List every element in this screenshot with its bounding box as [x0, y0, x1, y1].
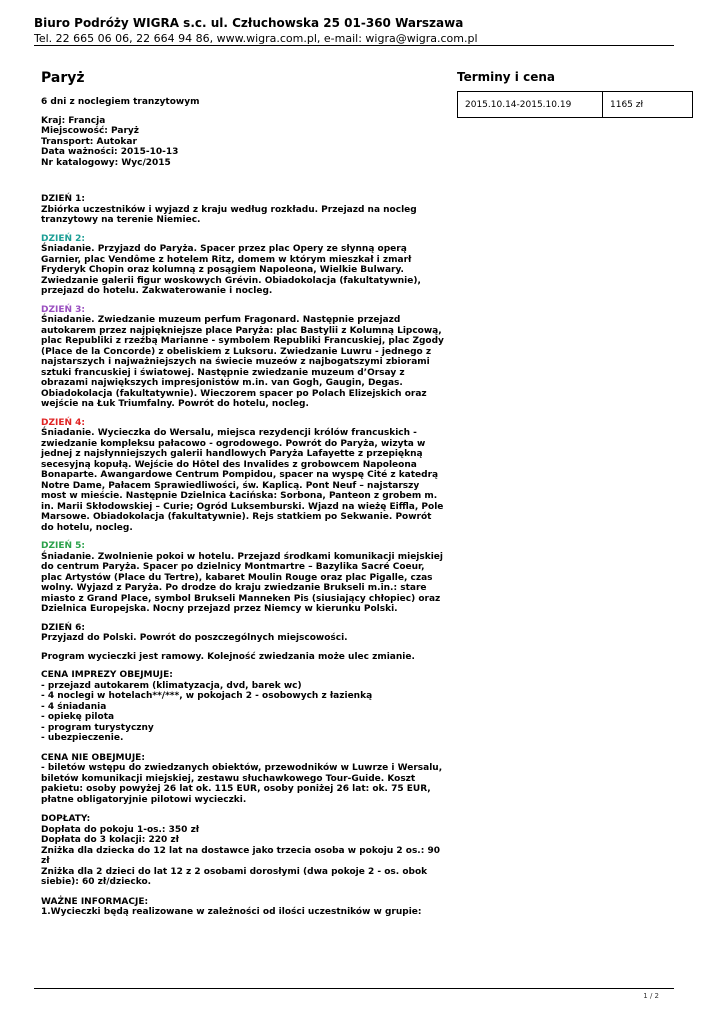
day-6 — [41, 623, 446, 644]
price-includes — [41, 670, 446, 744]
list-item: - przejazd autokarem (klimatyzacja, dvd, barek wc) — [41, 680, 302, 691]
trip-title: Paryż — [41, 70, 85, 86]
day-label: DZIEŃ 3: — [41, 304, 86, 315]
info-destination: Miejscowość: Paryż — [41, 126, 139, 136]
day-1 — [41, 194, 446, 226]
terms-panel — [457, 70, 693, 118]
term-dates: 2015.10.14-2015.10.19 — [458, 92, 603, 118]
day-label: DZIEŃ 4: — [41, 417, 86, 428]
trip-info — [41, 116, 446, 169]
day-label: DZIEŃ 1: — [41, 194, 86, 204]
list-item: 1.Wycieczki będą realizowane w zależności od ilości uczestników w grupie: — [41, 907, 422, 917]
section-text: - biletów wstępu do zwiedzanych obiektów, przewodników w Luwrze i Wersalu, biletów komunikacji miejskiej, zestawu słuchawkowego Tour-Guide. Koszt pakietu: osoby powyżej 26 lat ok. 115 EUR, osoby poniżej 26 lat: ok. 75 EUR, płatne obligatoryjnie pilotowi wycieczki. — [41, 763, 443, 805]
day-4 — [41, 418, 446, 534]
section-heading: CENA IMPREZY OBEJMUJE: — [41, 670, 173, 680]
day-2 — [41, 234, 446, 297]
list-item: - ubezpieczenie. — [41, 733, 124, 743]
day-text: Śniadanie. Zwolnienie pokoi w hotelu. Przejazd środkami komunikacji miejskiej do centrum Paryża. Spacer po dzielnicy Montmartre – Bazylika Sacré Coeur, plac Artystów (Place du Tertre), kabaret Moulin Rouge oraz plac Pigalle, czas wolny. Wyjazd z Paryża. Po drodze do kraju zwiedzanie Brukseli m.in.: stare miasto z Grand Place, symbol Brukseli Manneken Pis (siusiający chłopiec) oraz Dzielnica Europejska. Nocny przejazd przez Niemcy w kierunku Polski. — [41, 551, 443, 614]
list-item: Dopłata do 3 kolacji: 220 zł — [41, 835, 179, 845]
terms-heading: Terminy i cena — [457, 70, 555, 84]
day-5 — [41, 541, 446, 615]
day-text: Śniadanie. Wycieczka do Wersalu, miejsca rezydencji królów francuskich - zwiedzanie kompleksu pałacowo - ogrodowego. Powrót do Paryża, wizyta w jednej z najsłynniejszych galerii handlowych Paryża Lafayette z przepiękną secesyjną kopułą. Wejście do Hôtel des Invalides z grobowcem Napoleona Bonaparte. Awangardowe Centrum Pompidou, spacer na wyspę Cité z katedrą Notre Dame, Pałacem Sprawiedliwości, św. Kaplicą. Pont Neuf – najstarszy most w mieście. Następnie Dzielnica Łacińska: Sorbona, Panteon z grobem m. in. Marii Skłodowskiej – Curie; Ogród Luksemburski. Wjazd na wieżę Eiffla, Pole Marsowe. Obiadokolacja (fakultatywnie). Rejs statkiem po Sekwanie. Powrót do hotelu, nocleg. — [41, 428, 444, 533]
section-heading: CENA NIE OBEJMUJE: — [41, 752, 145, 763]
day-3 — [41, 305, 446, 410]
terms-table — [457, 91, 693, 118]
list-item: - 4 śniadania — [41, 701, 107, 712]
list-item: - 4 noclegi w hotelach**/***, w pokojach 2 - osobowych z łazienką — [41, 691, 373, 701]
info-transport: Transport: Autokar — [41, 136, 137, 147]
program-note: Program wycieczki jest ramowy. Kolejność zwiedzania może ulec zmianie. — [41, 651, 415, 662]
day-label: DZIEŃ 6: — [41, 622, 86, 633]
table-row — [458, 92, 693, 118]
page-number: 1 / 2 — [643, 992, 659, 1000]
day-text: Śniadanie. Zwiedzanie muzeum perfum Fragonard. Następnie przejazd autokarem przez najpiękniejsze place Paryża: plac Bastylii z Kolumną Lipcową, plac Republiki z rzeźbą Marianne - symbolem Republiki Francuskiej, plac Zgody (Place de la Concorde) z obeliskiem z Luksoru. Zwiedzanie Luwru - jednego z najstarszych i najważniejszych na świecie muzeów z najbogatszymi zbiorami sztuki francuskiej i światowej. Następnie zwiedzanie muzeum d’Orsay z obrazami największych impresjonistów m.in. van Gogh, Gaugin, Degas. Obiadokolacja (fakultatywnie). Wieczorem spacer po Polach Elizejskich oraz wejście na Łuk Triumfalny. Powrót do hotelu, nocleg. — [41, 315, 444, 409]
term-price: 1165 zł — [603, 92, 693, 118]
day-label: DZIEŃ 5: — [41, 541, 86, 551]
important-info — [41, 897, 446, 918]
info-country: Kraj: Francja — [41, 115, 106, 126]
day-text: Śniadanie. Przyjazd do Paryża. Spacer przez plac Opery ze słynną operą Garnier, plac Vendôme z hotelem Ritz, domem w którym mieszkał i zmarł Fryderyk Chopin oraz kolumną z posągiem Napoleona, Wielkie Bulwary. Zwiedzanie galerii figur woskowych Grévin. Obiadokolacja (fakultatywnie), przejazd do hotelu. Zakwaterowanie i nocleg. — [41, 244, 421, 296]
list-item: - program turystyczny — [41, 722, 154, 733]
footer-divider — [34, 988, 674, 989]
company-line: Biuro Podróży WIGRA s.c. ul. Człuchowska 25 01-360 Warszawa — [34, 16, 464, 30]
surcharges — [41, 814, 446, 888]
header-divider — [34, 45, 674, 46]
info-catalog-number: Nr katalogowy: Wyc/2015 — [41, 157, 171, 168]
contact-line: Tel. 22 665 06 06, 22 664 94 86, www.wigra.com.pl, e-mail: wigra@wigra.com.pl — [34, 32, 478, 45]
document-header — [34, 16, 674, 46]
trip-description — [41, 70, 446, 927]
info-valid-date: Data ważności: 2015-10-13 — [41, 147, 179, 157]
section-heading: DOPŁATY: — [41, 814, 91, 824]
day-text: Przyjazd do Polski. Powrót do poszczególnych miejscowości. — [41, 633, 348, 643]
list-item: - opiekę pilota — [41, 712, 115, 722]
list-item: Zniżka dla dziecka do 12 lat na dostawce jako trzecia osoba w pokoju 2 os.: 90 zł — [41, 845, 440, 866]
trip-subtitle: 6 dni z noclegiem tranzytowym — [41, 97, 200, 107]
day-text: Zbiórka uczestników i wyjazd z kraju według rozkładu. Przejazd na nocleg tranzytowy na terenie Niemiec. — [41, 204, 417, 225]
list-item: Dopłata do pokoju 1-os.: 350 zł — [41, 824, 200, 835]
price-excludes — [41, 753, 446, 806]
list-item: Zniżka dla 2 dzieci do lat 12 z 2 osobami dorosłymi (dwa pokoje 2 - os. obok siebie): 60 zł/dziecko. — [41, 866, 428, 887]
day-label: DZIEŃ 2: — [41, 233, 86, 244]
section-heading: WAŻNE INFORMACJE: — [41, 896, 149, 907]
